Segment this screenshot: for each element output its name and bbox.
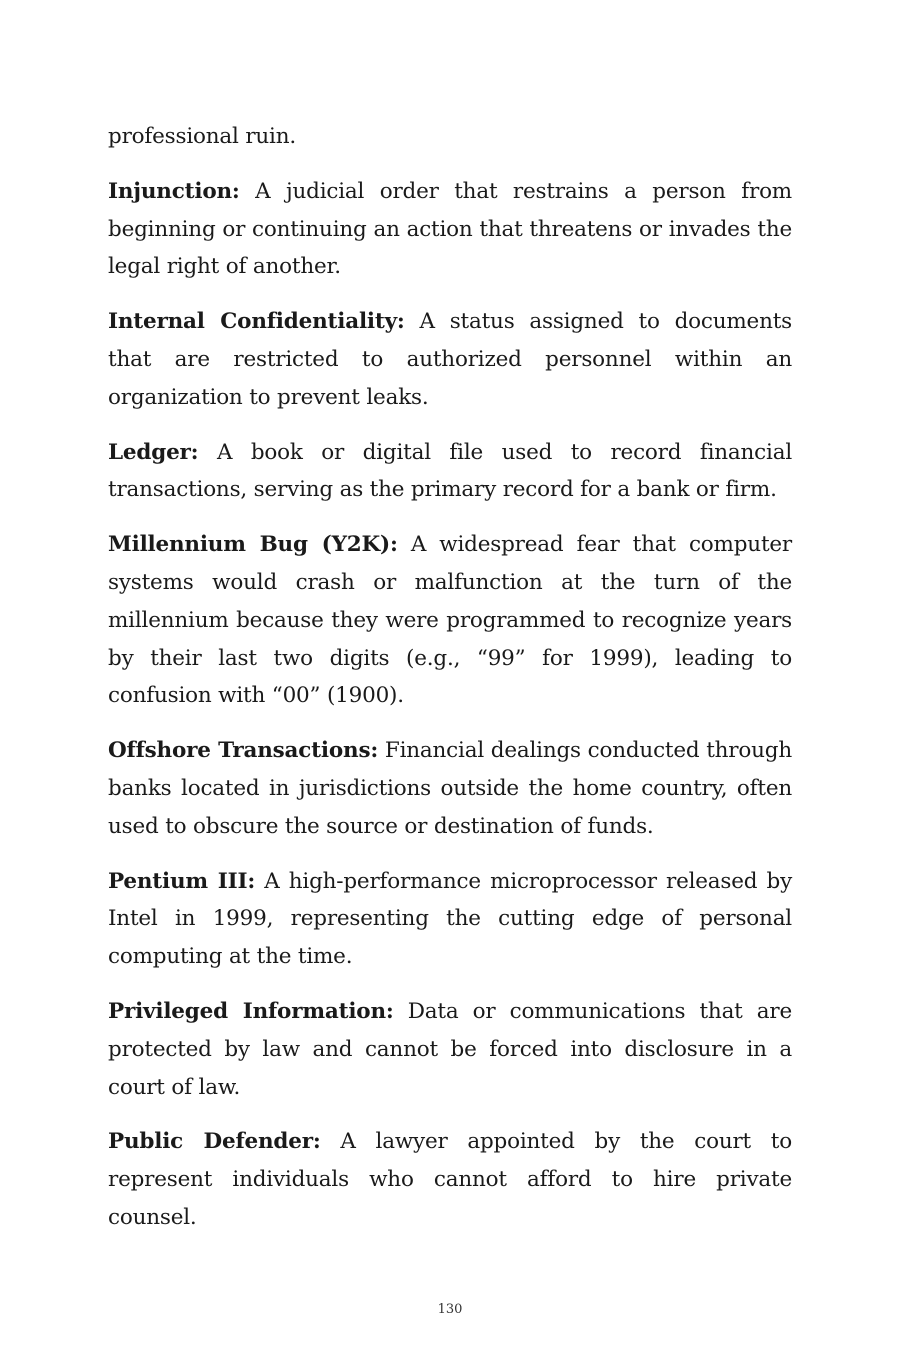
glossary-term: Public Defender: xyxy=(108,1129,321,1155)
glossary-entry-millennium-bug xyxy=(108,526,792,715)
glossary-entry-pentium-iii xyxy=(108,863,792,976)
glossary-term: Internal Confidentiality: xyxy=(108,309,405,335)
glossary-term: Ledger: xyxy=(108,439,199,465)
glossary-page xyxy=(108,118,792,1254)
glossary-definition: A book or digital file used to record financial transactions, serving as the primary record for a bank or firm. xyxy=(108,439,792,503)
glossary-term: Millennium Bug (Y2K): xyxy=(108,532,398,558)
continuation-text: professional ruin. xyxy=(108,124,297,149)
glossary-term: Privileged Information: xyxy=(108,998,394,1024)
glossary-definition: A high-performance microprocessor released by Intel in 1999, representing the cutting edge of personal computing at the time. xyxy=(108,868,793,970)
glossary-entry-internal-confidentiality xyxy=(108,303,792,416)
glossary-definition: A judicial order that restrains a person from beginning or continuing an action that threatens or invades the legal right of another. xyxy=(108,178,792,280)
glossary-entry-public-defender xyxy=(108,1123,792,1236)
glossary-definition: Financial dealings conducted through banks located in jurisdictions outside the home country, often used to obscure the source or destination of funds. xyxy=(108,738,792,839)
glossary-entry-injunction xyxy=(108,173,792,286)
glossary-entry-offshore-transactions xyxy=(108,732,792,845)
glossary-definition: Data or communications that are protected by law and cannot be forced into disclosure in a court of law. xyxy=(108,998,792,1100)
glossary-definition: A status assigned to documents that are restricted to authorized personnel within an organization to prevent leaks. xyxy=(108,309,793,410)
glossary-term: Injunction: xyxy=(108,178,240,204)
page-number: 130 xyxy=(437,1302,463,1317)
glossary-entry-ledger xyxy=(108,434,792,510)
glossary-definition: A lawyer appointed by the court to represent individuals who cannot afford to hire private counsel. xyxy=(108,1129,792,1230)
glossary-term: Pentium III: xyxy=(108,868,256,894)
glossary-entry-privileged-information xyxy=(108,993,792,1106)
glossary-term: Offshore Transactions: xyxy=(108,738,379,764)
glossary-definition: A widespread fear that computer systems would crash or malfunction at the turn of the millennium because they were programmed to recognize years by their last two digits (e.g., “99” for 1999), leading to confusion with “00” (1900). xyxy=(108,532,792,709)
